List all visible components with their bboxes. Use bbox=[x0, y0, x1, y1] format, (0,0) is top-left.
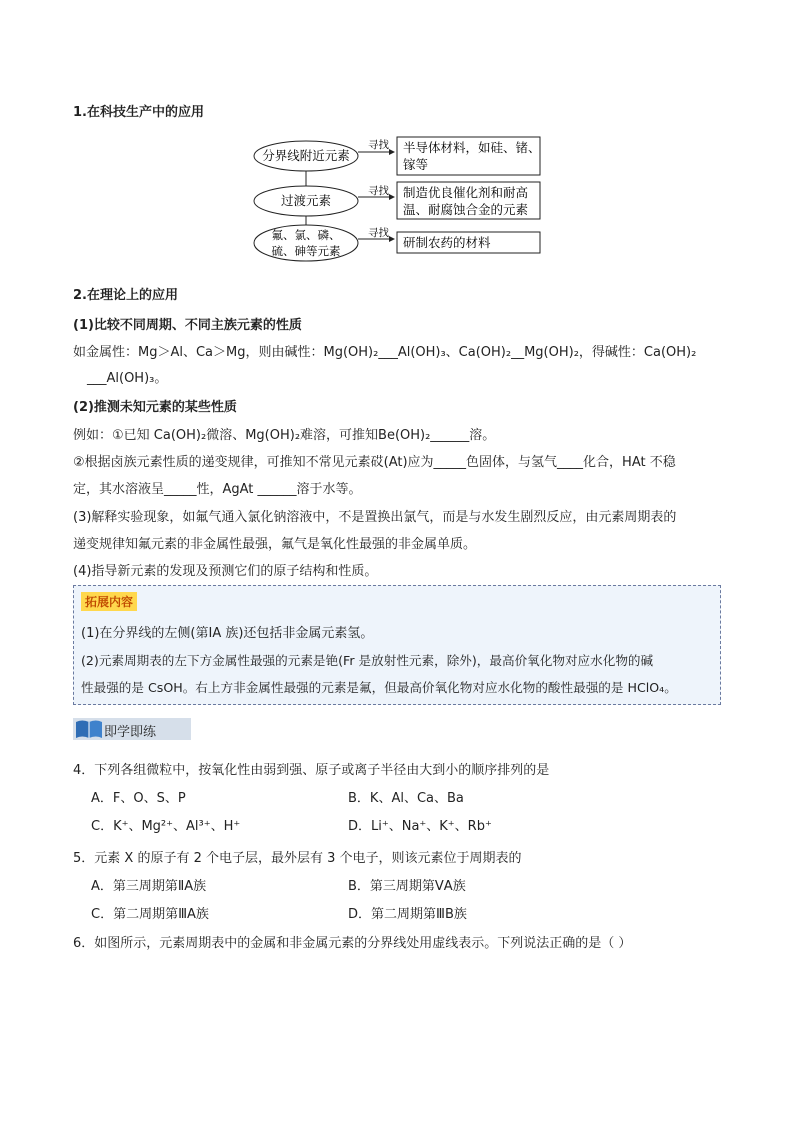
paragraph: (4)指导新元素的发现及预测它们的原子结构和性质。 bbox=[73, 564, 378, 579]
extension-tag: 拓展内容 bbox=[81, 592, 137, 611]
paragraph: ②根据卤族元素性质的递变规律，可推知不常见元素砹(At)应为_____色固体，与氢气____化合，HAt 不稳 bbox=[73, 455, 676, 470]
book-icon bbox=[75, 719, 103, 739]
subsection-1-title: (1)比较不同周期、不同主族元素的性质 bbox=[73, 318, 302, 333]
q5-option-c[interactable]: C．第二周期第ⅢA族 bbox=[91, 907, 209, 922]
oval-text-nonmetal-1: 氟、氯、磷、 bbox=[271, 228, 341, 242]
arrow-label-1: 寻找 bbox=[368, 139, 389, 151]
q4-option-c[interactable]: C．K⁺、Mg²⁺、Al³⁺、H⁺ bbox=[91, 819, 241, 834]
section-2-title: 2.在理论上的应用 bbox=[73, 288, 178, 303]
paragraph: 例如：①已知 Ca(OH)₂微溶、Mg(OH)₂难溶，可推知Be(OH)₂______溶。 bbox=[73, 428, 496, 443]
paragraph: (3)解释实验现象，如氟气通入氯化钠溶液中，不是置换出氯气，而是与水发生剧烈反应，由元素周期表的 bbox=[73, 510, 677, 525]
section-1-title: 1.在科技生产中的应用 bbox=[73, 105, 204, 120]
q5-option-a[interactable]: A．第三周期第ⅡA族 bbox=[91, 879, 207, 894]
box-text-1b: 镓等 bbox=[403, 157, 429, 172]
extension-line: 性最强的是 CsOH。右上方非金属性最强的元素是氟，但最高价氧化物对应水化物的酸性最强的是 HClO₄。 bbox=[81, 680, 677, 695]
paragraph: ___Al(OH)₃。 bbox=[87, 371, 168, 386]
paragraph: 如金属性：Mg＞Al、Ca＞Mg，则由碱性：Mg(OH)₂___Al(OH)₃、Ca(OH)₂__Mg(OH)₂，得碱性：Ca(OH)₂ bbox=[73, 345, 697, 360]
paragraph: 递变规律知氟元素的非金属性最强，氟气是氧化性最强的非金属单质。 bbox=[73, 537, 477, 552]
q5-option-b[interactable]: B．第三周期第ⅤA族 bbox=[348, 879, 466, 894]
extension-line: (2)元素周期表的左下方金属性最强的元素是铯(Fr 是放射性元素，除外)，最高价氧化物对应水化物的碱 bbox=[81, 653, 654, 668]
box-text-3: 研制农药的材料 bbox=[403, 235, 491, 250]
box-text-1a: 半导体材料，如硅、锗、 bbox=[403, 140, 541, 155]
question-4-stem: 4．下列各组微粒中，按氧化性由弱到强、原子或离子半径由大到小的顺序排列的是 bbox=[73, 763, 550, 778]
question-6-stem: 6．如图所示，元素周期表中的金属和非金属元素的分界线处用虚线表示。下列说法正确的是（ ） bbox=[73, 936, 632, 951]
q4-option-b[interactable]: B．K、Al、Ca、Ba bbox=[348, 791, 464, 806]
paragraph: 定，其水溶液呈_____性，AgAt ______溶于水等。 bbox=[73, 482, 362, 497]
arrow-label-3: 寻找 bbox=[368, 227, 389, 239]
arrow-label-2: 寻找 bbox=[368, 185, 389, 197]
q5-option-d[interactable]: D．第二周期第ⅢB族 bbox=[348, 907, 467, 922]
oval-text-boundary: 分界线附近元素 bbox=[262, 148, 350, 163]
application-diagram bbox=[250, 132, 550, 262]
box-text-2b: 温、耐腐蚀合金的元素 bbox=[403, 202, 529, 217]
practice-title: 即学即练 bbox=[104, 725, 157, 740]
box-text-2a: 制造优良催化剂和耐高 bbox=[403, 185, 529, 200]
q4-option-d[interactable]: D．Li⁺、Na⁺、K⁺、Rb⁺ bbox=[348, 819, 492, 834]
extension-line: (1)在分界线的左侧(第ⅠA 族)还包括非金属元素氢。 bbox=[81, 626, 374, 641]
q4-option-a[interactable]: A．F、O、S、P bbox=[91, 791, 186, 806]
oval-text-transition: 过渡元素 bbox=[280, 193, 332, 208]
subsection-2-title: (2)推测未知元素的某些性质 bbox=[73, 400, 237, 415]
oval-text-nonmetal-2: 硫、砷等元素 bbox=[271, 244, 341, 258]
question-5-stem: 5．元素 X 的原子有 2 个电子层，最外层有 3 个电子，则该元素位于周期表的 bbox=[73, 851, 522, 866]
